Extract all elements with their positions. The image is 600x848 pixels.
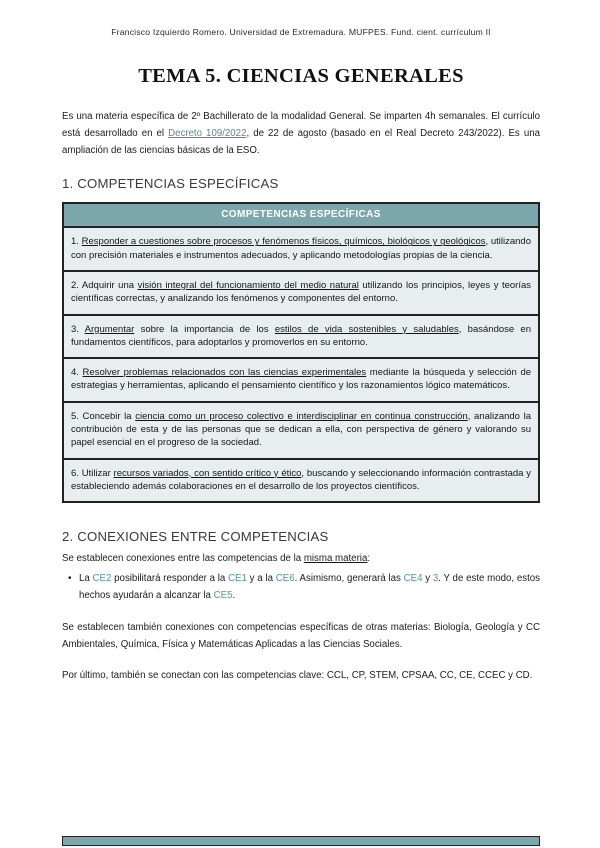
text-segment: , buscando y seleccionando información contrastada y estableciendo además colaboraciones en el desarrollo de los proyectos científicos.: [71, 467, 532, 492]
next-table-header-partial: [62, 836, 540, 846]
page-title: TEMA 5. CIENCIAS GENERALES: [138, 65, 464, 87]
text-segment: La: [79, 572, 93, 584]
text-segment: , analizando la contribución de esta y de las personas que se dedican a ella, con perspectiva de género y valorando su papel esencial en el progreso de la sociedad.: [71, 410, 531, 449]
text-segment: CE2: [92, 572, 112, 584]
section-1-heading: 1. COMPETENCIAS ESPECÍFICAS: [62, 176, 279, 192]
text-segment: , basándose en fundamentos científicos, para adoptarlos y promoverlos en su entorno.: [71, 323, 531, 348]
text-segment: .: [232, 590, 236, 602]
document-content: [62, 0, 540, 684]
text-segment: visión integral del funcionamiento del medio natural: [137, 279, 359, 291]
text-segment: :: [367, 553, 371, 565]
table-row: [64, 314, 538, 358]
table-row: [64, 357, 538, 401]
table-row: [64, 270, 538, 314]
text-segment: Argumentar: [84, 323, 135, 335]
table-header-cell: COMPETENCIAS ESPECÍFICAS: [64, 204, 538, 226]
text-segment: Por último, también se conectan con las competencias clave: CCL, CP, STEM, CPSAA, CC, CE, CCEC y CD.: [62, 669, 533, 681]
text-segment: misma materia: [303, 553, 368, 565]
text-segment: Se establecen conexiones entre las competencias de la: [62, 553, 304, 565]
text-segment: Resolver problemas relacionados con las ciencias experimentales: [82, 367, 367, 379]
text-segment: y a la: [246, 572, 276, 584]
competencias-table: [62, 202, 540, 503]
text-segment: . Y de este modo, estos hechos ayudarán a alcanzar la: [79, 572, 540, 602]
table-row: [64, 401, 538, 458]
list-item-ce-connections: [62, 570, 540, 605]
text-segment: posibilitará responder a la: [111, 572, 229, 584]
text-segment: 3: [432, 572, 439, 584]
text-segment: estilos de vida sostenibles y saludables: [274, 323, 459, 335]
table-row: [64, 458, 538, 502]
key-competences-paragraph: [62, 667, 540, 684]
text-segment: 1.: [71, 236, 82, 248]
text-segment: CE4: [403, 572, 423, 584]
text-segment: utilizando los principios, leyes y teorías científicas correctas, y analizando los fenómenos y componentes del entorno.: [71, 279, 532, 305]
decreto-link[interactable]: Decreto 109/2022: [168, 127, 247, 139]
connections-intro-paragraph: [62, 551, 540, 567]
text-segment: Es una materia específica de 2º Bachillerato de la modalidad General. Se imparten 4h semanales. El currículo está desarrollado en el: [62, 111, 540, 139]
text-segment: Responder a cuestiones sobre procesos y fenómenos físicos, químicos, biológicos y geológicos: [81, 236, 486, 248]
document-header: Francisco Izquierdo Romero. Universidad de Extremadura. MUFPES. Fund. cient. currículum II: [111, 27, 491, 37]
text-segment: 5. Concebir la: [71, 410, 136, 422]
text-segment: CE1: [228, 572, 247, 584]
text-segment: , de 22 de agosto (basado en el Real Decreto 243/2022). Es una ampliación de las ciencias básicas de la ESO.: [62, 127, 540, 156]
table-row: [64, 226, 538, 270]
other-subjects-paragraph: [62, 619, 540, 653]
text-segment: mediante la búsqueda y selección de estrategias y herramientas, aplicando el pensamiento científico y los razonamientos lógico matemáticos.: [71, 367, 532, 392]
text-segment: recursos variados, con sentido crítico y ético: [113, 467, 302, 479]
text-segment: ciencia como un proceso colectivo e interdisciplinar en continua construcción: [135, 410, 468, 422]
text-segment: y: [422, 572, 433, 584]
text-segment: CE6: [275, 572, 295, 584]
section-2-heading: 2. CONEXIONES ENTRE COMPETENCIAS: [62, 529, 329, 545]
text-segment: 2. Adquirir una: [71, 279, 138, 291]
text-segment: 6. Utilizar: [71, 467, 114, 479]
text-segment: , utilizando con precisión materiales e instrumentos adecuados, y aplicando metodologías propias de la ciencia.: [71, 236, 532, 261]
text-segment: Se establecen también conexiones con competencias específicas de otras materias: Biología, Geología y CC Ambientales, Química, Física y Matemáticas Aplicadas a las Ciencias Sociales.: [62, 621, 540, 650]
text-segment: CE5: [213, 590, 233, 602]
text-segment: 4.: [71, 367, 83, 379]
text-segment: sobre la importancia de los: [134, 323, 275, 335]
text-segment: . Asimismo, generará las: [294, 572, 404, 584]
text-segment: 3.: [71, 323, 85, 335]
intro-paragraph: [62, 109, 540, 159]
